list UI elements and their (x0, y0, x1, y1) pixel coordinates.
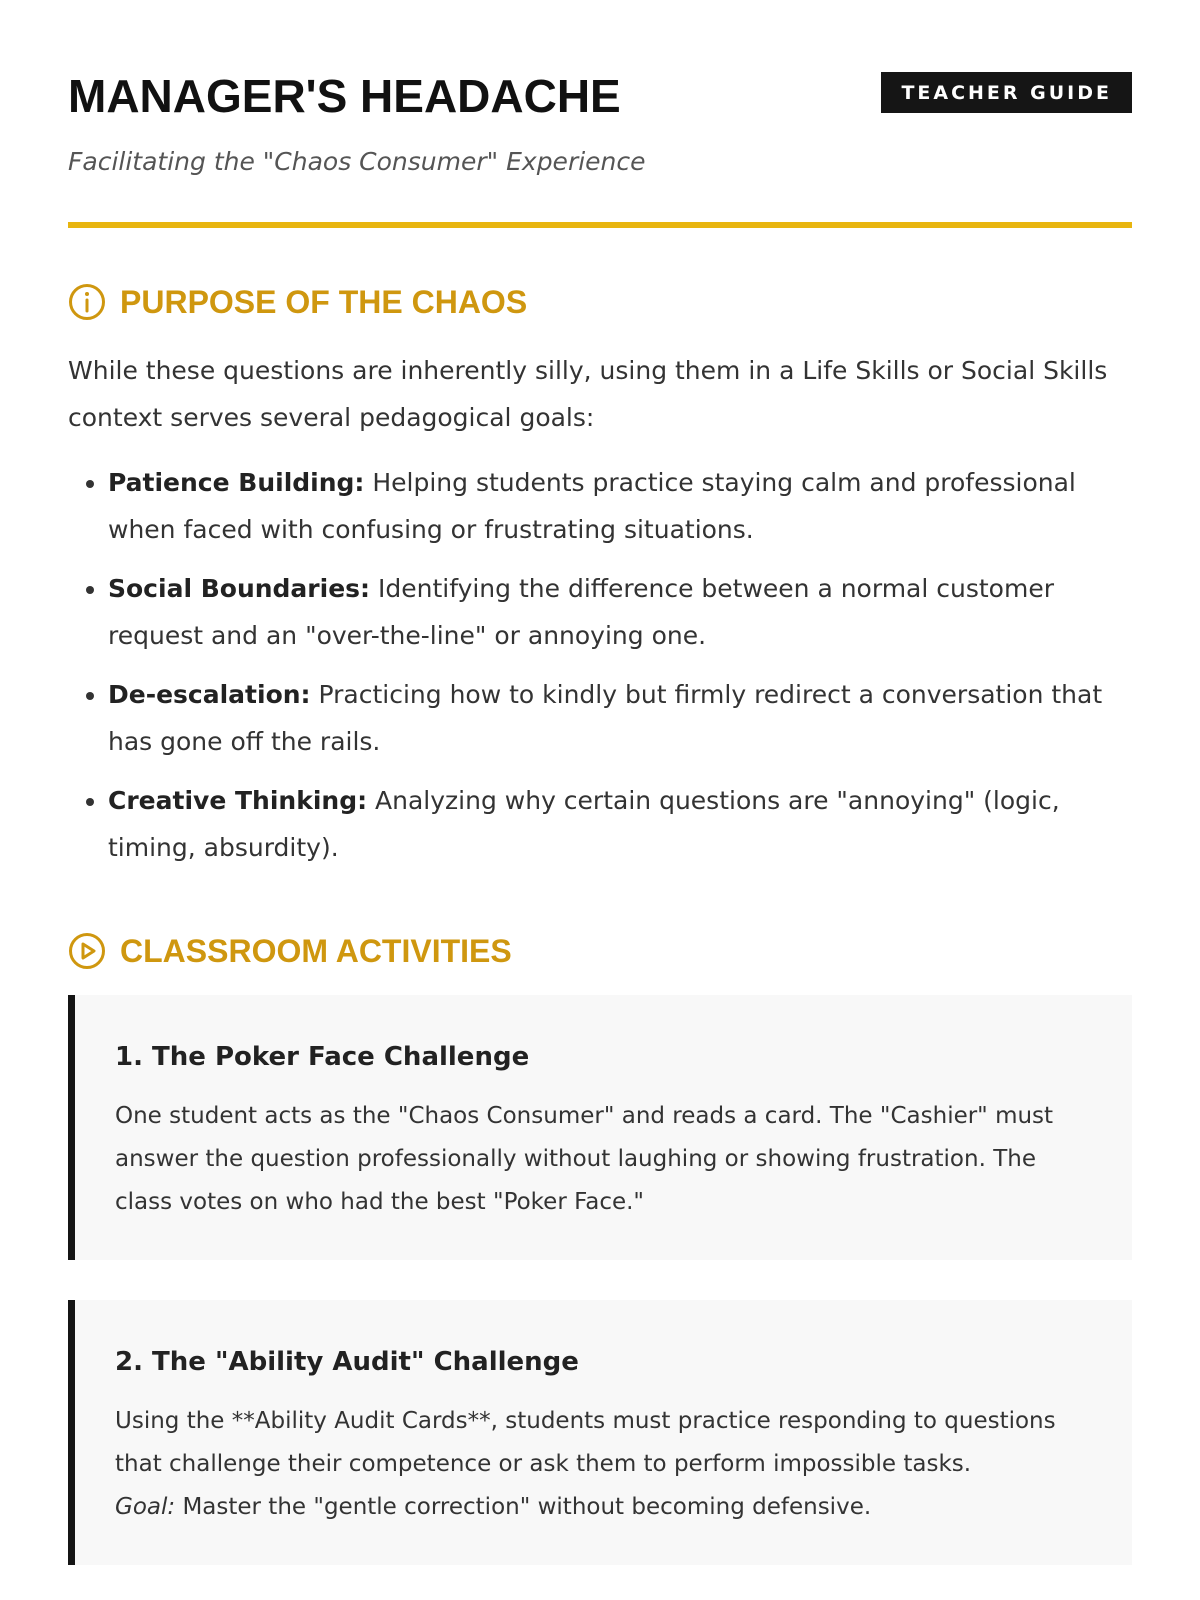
page-subtitle: Facilitating the "Chaos Consumer" Experience (68, 147, 646, 176)
page-header (68, 66, 1132, 124)
goal-term: Patience Building: (108, 468, 365, 497)
play-circle-icon (68, 932, 106, 970)
purpose-section-title: PURPOSE OF THE CHAOS (120, 284, 528, 320)
header-divider (68, 222, 1132, 228)
list-item (108, 671, 1132, 765)
goal-text: Identifying the difference between a normal customer request and an "over-the-line" or annoying one. (108, 574, 1054, 650)
purpose-intro: While these questions are inherently silly, using them in a Life Skills or Social Skills context serves several pedagogical goals: (68, 356, 1108, 432)
goal-term: Social Boundaries: (108, 574, 371, 603)
goal-text: Helping students practice staying calm and professional when faced with confusing or frustrating situations. (108, 468, 1076, 544)
activity-title: 1. The Poker Face Challenge (115, 1042, 530, 1072)
activity-title: 2. The "Ability Audit" Challenge (115, 1347, 579, 1377)
activity-card-poker-face (68, 995, 1132, 1260)
goal-description: Master the "gentle correction" without becoming defensive. (175, 1494, 872, 1520)
activities-section-header (68, 931, 1132, 971)
activity-description: One student acts as the "Chaos Consumer" and reads a card. The "Cashier" must answer the question professionally without laughing or showing frustration. The class votes on who had the best "Poker Face." (115, 1103, 1054, 1215)
list-item (108, 565, 1132, 659)
list-item (108, 777, 1132, 871)
activities-section-title: CLASSROOM ACTIVITIES (120, 933, 512, 969)
goal-text: Practicing how to kindly but firmly redirect a conversation that has gone off the rails. (108, 680, 1103, 756)
goal-label: Goal: (115, 1494, 176, 1520)
goal-term: De-escalation: (108, 680, 311, 709)
activity-card-ability-audit (68, 1300, 1132, 1565)
goals-list (68, 459, 1132, 871)
teacher-guide-badge: TEACHER GUIDE (881, 72, 1132, 113)
info-icon (68, 283, 106, 321)
purpose-section-header (68, 282, 1132, 322)
page-title: MANAGER'S HEADACHE (68, 70, 621, 122)
activity-goal (115, 1486, 1092, 1529)
goal-text: Analyzing why certain questions are "annoying" (logic, timing, absurdity). (108, 786, 1060, 862)
activity-description: Using the **Ability Audit Cards**, students must practice responding to questions that challenge their competence or ask them to perform impossible tasks. (115, 1408, 1056, 1477)
goal-term: Creative Thinking: (108, 786, 368, 815)
list-item (108, 459, 1132, 553)
